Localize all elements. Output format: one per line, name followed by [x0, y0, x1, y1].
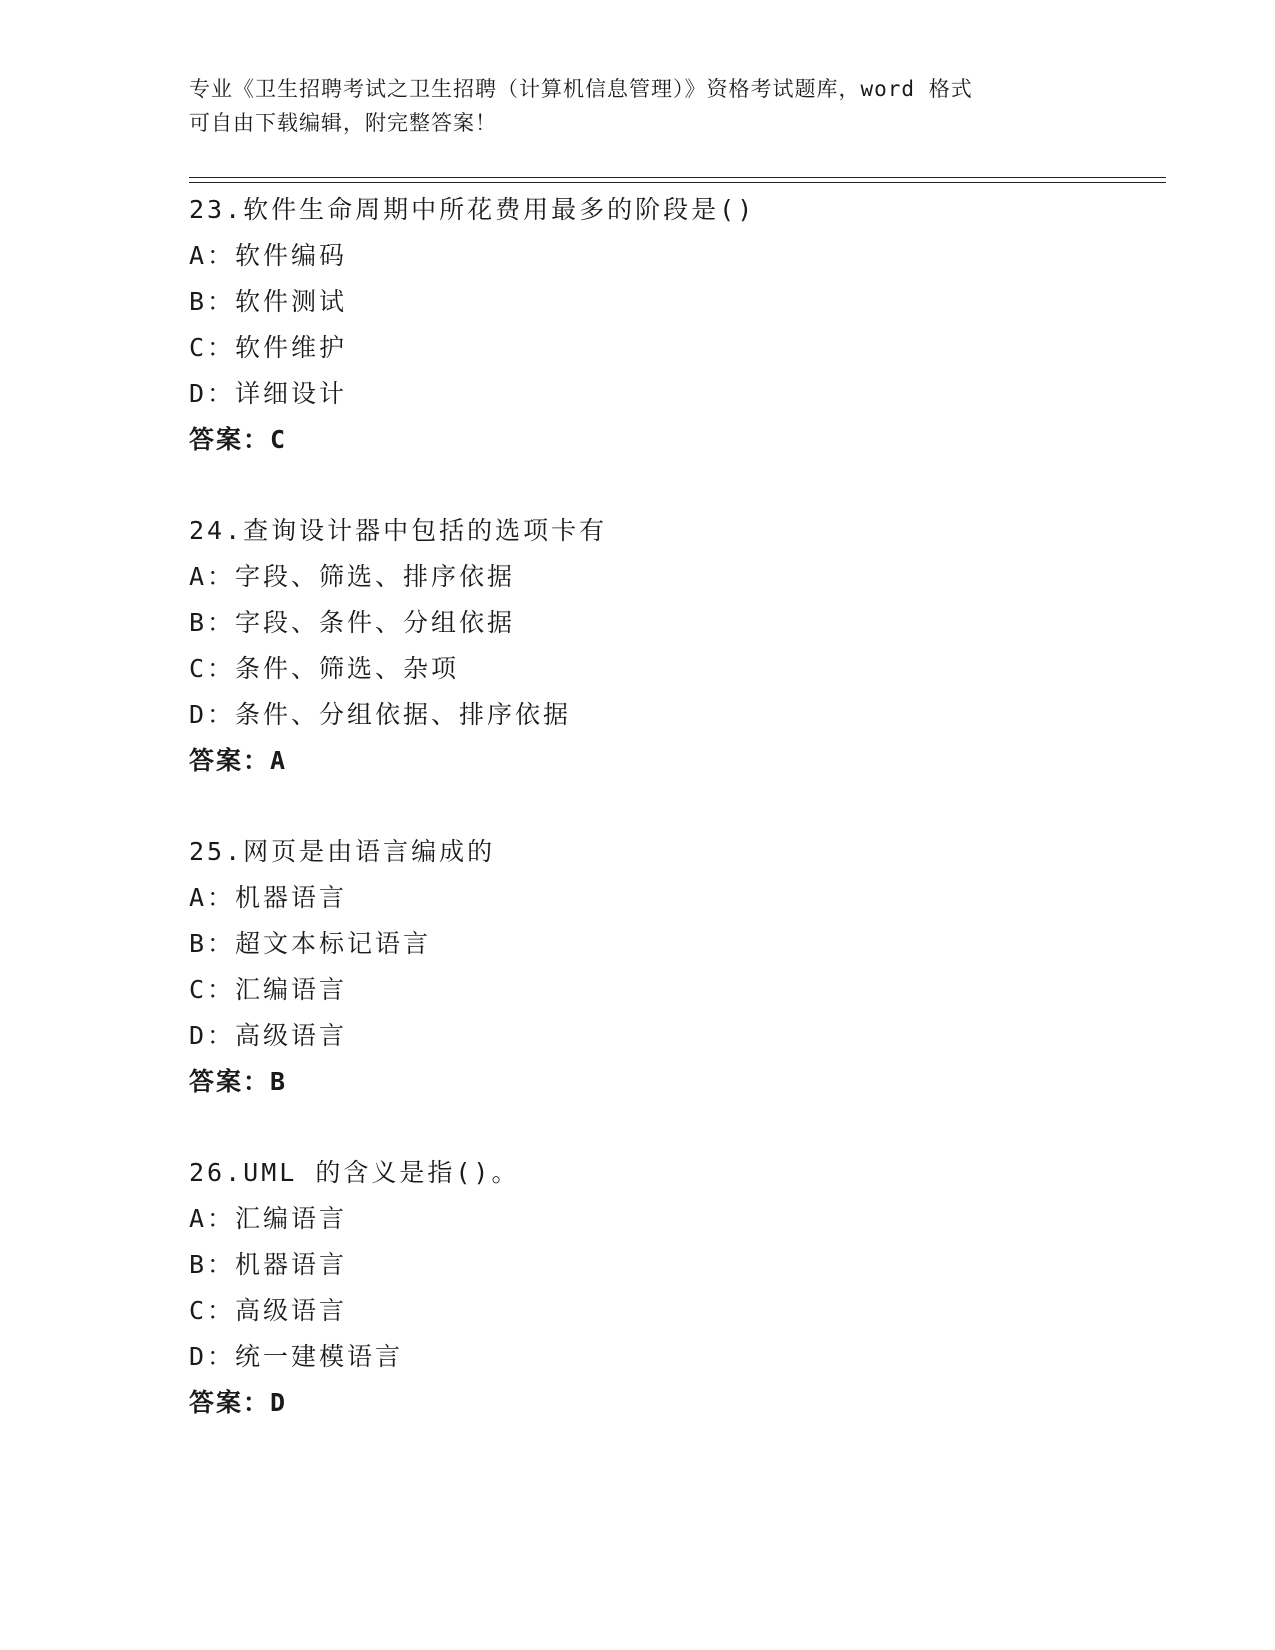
option-b: B：字段、条件、分组依据	[189, 608, 516, 637]
question-24	[189, 508, 1149, 784]
answer: 答案：C	[189, 425, 288, 454]
question-stem: 26.UML 的含义是指()。	[189, 1158, 520, 1187]
option-b: B：超文本标记语言	[189, 929, 432, 958]
question-25	[189, 829, 1149, 1105]
option-b: B：软件测试	[189, 287, 348, 316]
option-a: A：汇编语言	[189, 1204, 348, 1233]
header-divider-top	[189, 177, 1166, 178]
option-a: A：软件编码	[189, 241, 348, 270]
option-b: B：机器语言	[189, 1250, 348, 1279]
option-d: D：高级语言	[189, 1021, 348, 1050]
option-c: C：汇编语言	[189, 975, 348, 1004]
option-d: D：详细设计	[189, 379, 348, 408]
answer: 答案：A	[189, 746, 288, 775]
question-26	[189, 1150, 1149, 1426]
answer: 答案：D	[189, 1388, 288, 1417]
header-divider-bottom	[189, 182, 1166, 183]
option-c: C：条件、筛选、杂项	[189, 654, 460, 683]
option-c: C：高级语言	[189, 1296, 348, 1325]
question-23	[189, 187, 1149, 463]
document-header	[189, 72, 1089, 140]
question-stem: 24.查询设计器中包括的选项卡有	[189, 516, 608, 545]
answer: 答案：B	[189, 1067, 288, 1096]
option-c: C：软件维护	[189, 333, 348, 362]
header-line-1: 专业《卫生招聘考试之卫生招聘（计算机信息管理）》资格考试题库，word 格式	[189, 77, 973, 101]
option-d: D：条件、分组依据、排序依据	[189, 700, 572, 729]
header-line-2: 可自由下载编辑，附完整答案！	[189, 111, 497, 135]
question-stem: 23.软件生命周期中所花费用最多的阶段是()	[189, 195, 756, 224]
option-d: D：统一建模语言	[189, 1342, 404, 1371]
option-a: A：机器语言	[189, 883, 348, 912]
option-a: A：字段、筛选、排序依据	[189, 562, 516, 591]
question-stem: 25.网页是由语言编成的	[189, 837, 496, 866]
